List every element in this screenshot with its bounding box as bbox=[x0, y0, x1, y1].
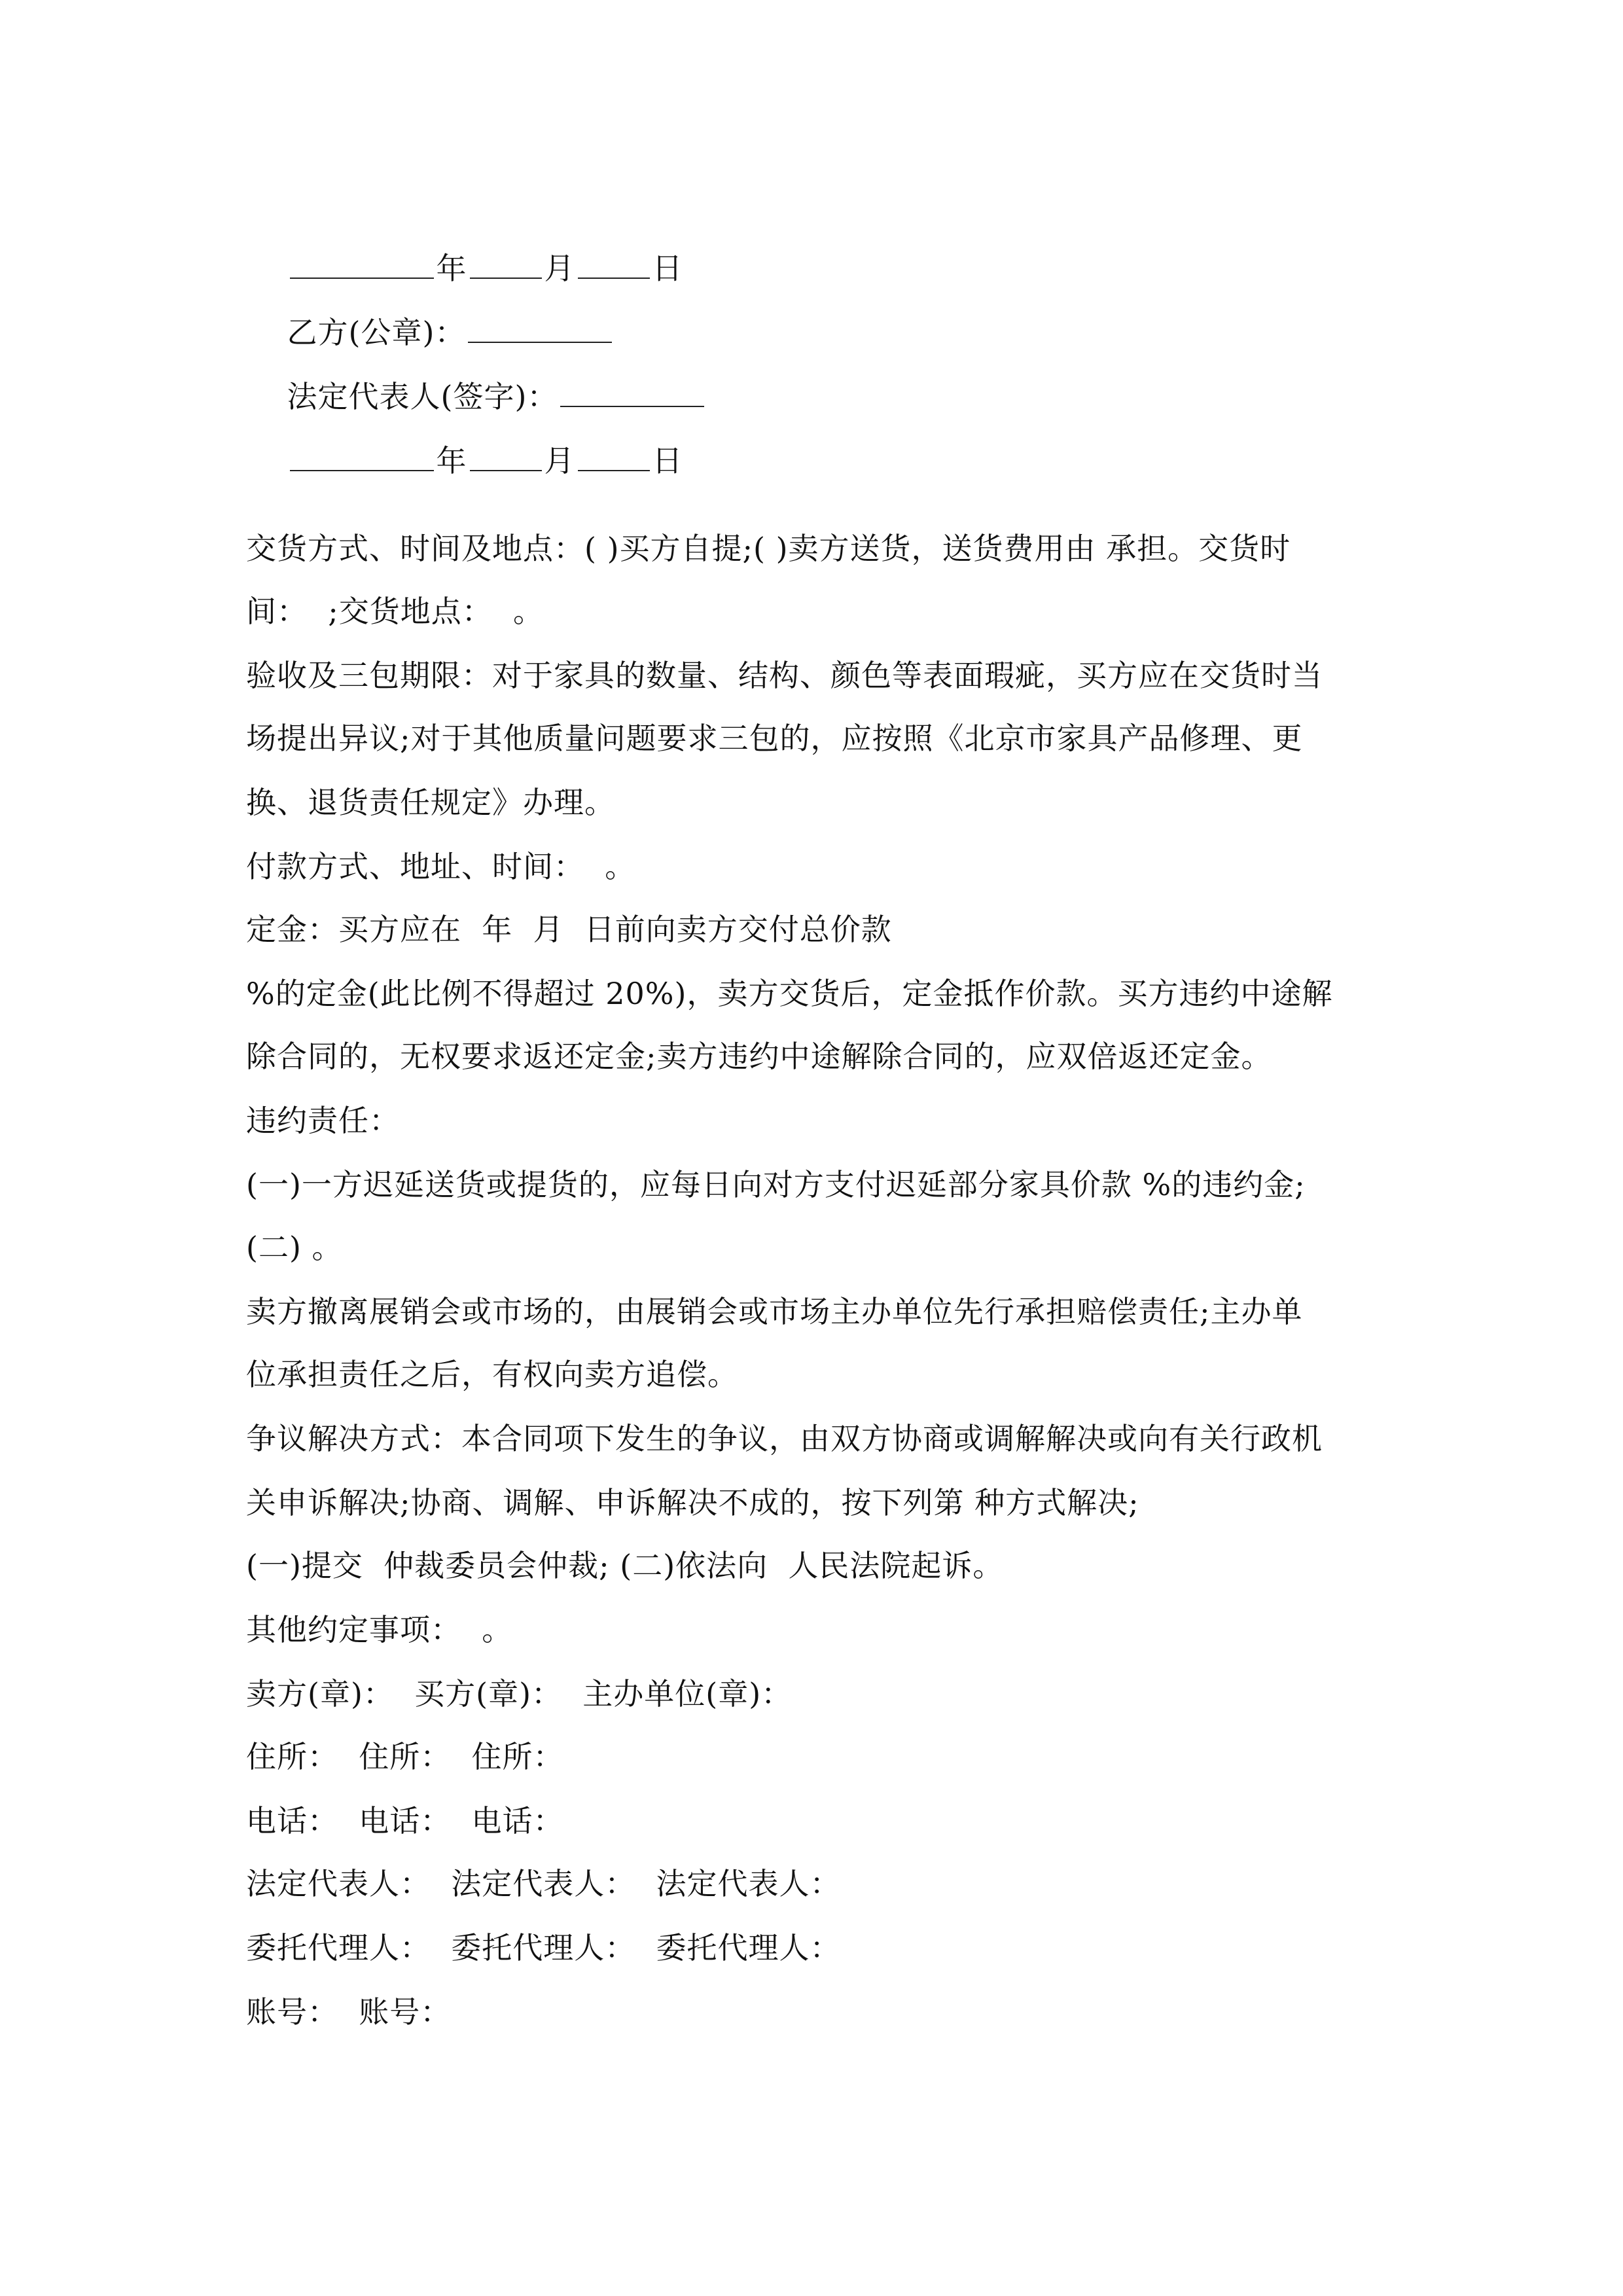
date-line-2 bbox=[246, 401, 683, 520]
payment-clause: 付款方式、地址、时间： 。 bbox=[246, 849, 636, 884]
signature-legal-rep: 法定代表人： 法定代表人： 法定代表人： bbox=[246, 1866, 841, 1901]
other-terms: 其他约定事项： 。 bbox=[246, 1612, 513, 1647]
signature-agent: 委托代理人： 委托代理人： 委托代理人： bbox=[246, 1930, 841, 1965]
month-label: 月 bbox=[544, 251, 575, 286]
acceptance-clause-line-1: 验收及三包期限：对于家具的数量、结构、颜色等表面瑕疵，买方应在交货时当 bbox=[246, 658, 1323, 693]
deposit-clause-line-2: %的定金(此比例不得超过 20%)，卖方交货后，定金抵作价款。买方违约中途解 bbox=[246, 976, 1333, 1011]
day-label: 日 bbox=[652, 443, 683, 478]
year-label: 年 bbox=[436, 251, 467, 286]
day-label: 日 bbox=[652, 251, 683, 286]
dispute-clause-line-3: (一)提交 仲裁委员会仲裁; (二)依法向 人民法院起诉。 bbox=[246, 1548, 1004, 1583]
legal-rep-sign-label: 法定代表人(签字)： bbox=[287, 379, 558, 414]
withdrawal-clause-line-1: 卖方撤离展销会或市场的，由展销会或市场主办单位先行承担赔偿责任;主办单 bbox=[246, 1294, 1303, 1329]
dispute-clause-line-2: 关申诉解决;协商、调解、申诉解决不成的，按下列第 种方式解决; bbox=[246, 1485, 1139, 1520]
signature-address: 住所： 住所： 住所： bbox=[246, 1739, 564, 1774]
signature-parties: 卖方(章)： 买方(章)： 主办单位(章)： bbox=[246, 1676, 793, 1712]
signature-account: 账号： 账号： bbox=[246, 1994, 452, 2030]
acceptance-clause-line-3: 换、退货责任规定》办理。 bbox=[246, 785, 615, 820]
deposit-clause-line-3: 除合同的，无权要求返还定金;卖方违约中途解除合同的，应双倍返还定金。 bbox=[246, 1039, 1272, 1074]
year-label: 年 bbox=[436, 443, 467, 478]
acceptance-clause-line-2: 场提出异议;对于其他质量问题要求三包的，应按照《北京市家具产品修理、更 bbox=[246, 721, 1303, 756]
delivery-clause-line-2: 间： ;交货地点： 。 bbox=[246, 594, 544, 629]
dispute-clause-line-1: 争议解决方式：本合同项下发生的争议，由双方协商或调解解决或向有关行政机 bbox=[246, 1421, 1323, 1456]
month-label: 月 bbox=[544, 443, 575, 478]
deposit-clause-line-1: 定金：买方应在 年 月 日前向卖方交付总价款 bbox=[246, 912, 892, 947]
withdrawal-clause-line-2: 位承担责任之后，有权向卖方追偿。 bbox=[246, 1357, 738, 1392]
liability-heading: 违约责任： bbox=[246, 1103, 400, 1138]
month-blank[interactable] bbox=[470, 440, 542, 471]
day-blank[interactable] bbox=[578, 440, 650, 471]
party-b-seal-label: 乙方(公章)： bbox=[287, 315, 466, 350]
liability-item-2: (二) 。 bbox=[246, 1230, 343, 1265]
delivery-clause-line-1: 交货方式、时间及地点：( )买方自提;( )卖方送货，送货费用由 承担。交货时 bbox=[246, 531, 1291, 566]
signature-phone: 电话： 电话： 电话： bbox=[246, 1803, 564, 1839]
liability-item-1: (一)一方迟延送货或提货的，应每日向对方支付迟延部分家具价款 %的违约金; bbox=[246, 1167, 1306, 1202]
year-blank[interactable] bbox=[290, 440, 434, 471]
